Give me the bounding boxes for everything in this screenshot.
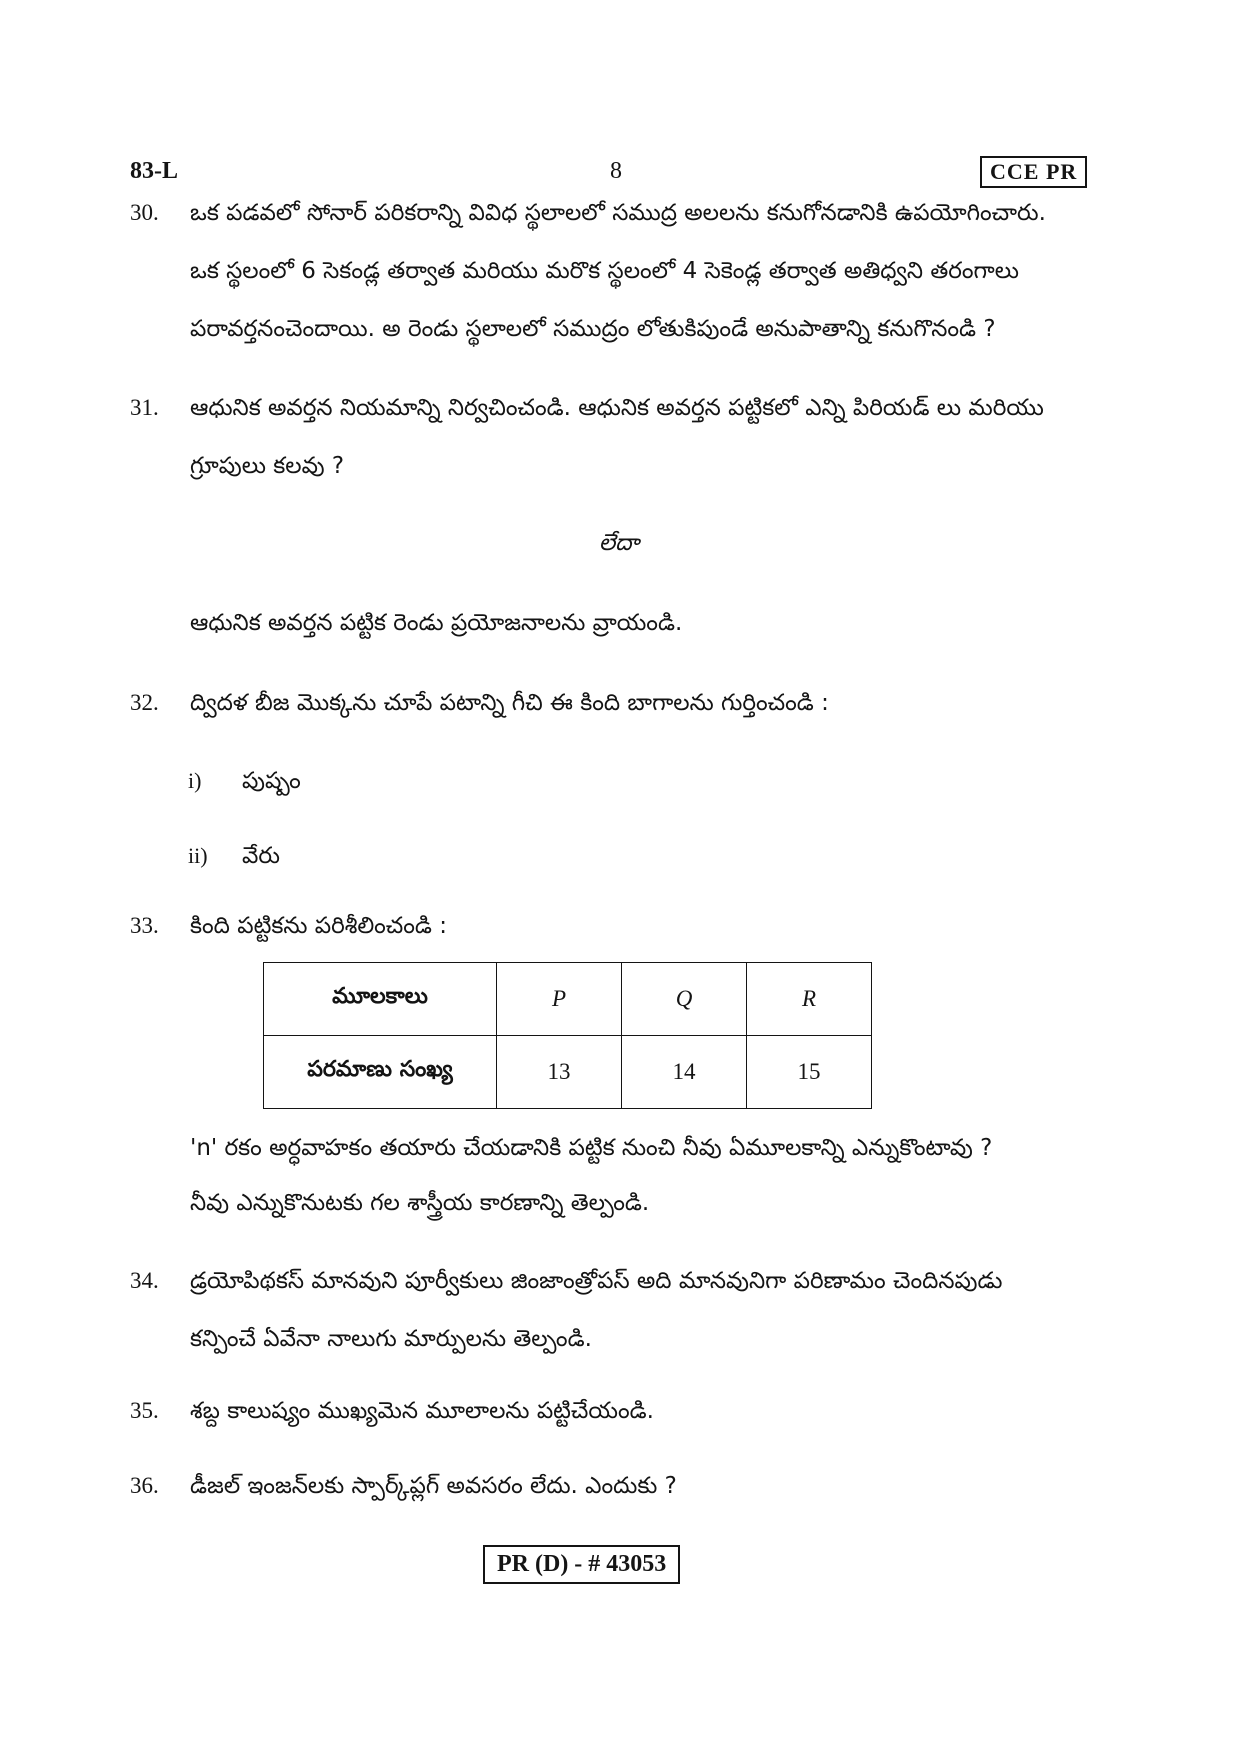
sub-item-label: i) <box>188 768 202 793</box>
question-number: 35. <box>130 1398 159 1423</box>
question-text-line: ఒక స్థలంలో 6 సెకండ్ల తర్వాత మరియు మరొక స్థలంలో 4 సెకెండ్ల తర్వాత అతిధ్వని తరంగాలు <box>190 258 1020 284</box>
table-row <box>264 963 872 1036</box>
question-text-line: కన్పించే ఏవేనా నాలుగు మార్పులను తెల్పండి. <box>190 1326 592 1352</box>
paper-code: 83-L <box>130 158 178 184</box>
question-number: 36. <box>130 1473 159 1498</box>
question-number: 30. <box>130 200 159 225</box>
table-cell: P <box>497 963 622 1036</box>
question-number: 31. <box>130 395 159 420</box>
question-text-line: శబ్ద కాలుష్యం ముఖ్యమెన మూలాలను పట్టిచేయండి. <box>190 1398 654 1424</box>
cce-stamp: CCE PR <box>980 156 1087 188</box>
question-text-line: డీజల్ ఇంజన్‌లకు స్పార్క్‌ప్లగ్ అవసరం లేదు. ఎందుకు ? <box>190 1473 677 1499</box>
table-cell: 13 <box>497 1036 622 1109</box>
question-text-line: ఒక పడవలో సోనార్ పరికరాన్ని వివిధ స్థలాలలో సముద్ర అలలను కనుగోనడానికి ఉపయోగించారు. <box>190 200 1046 226</box>
question-number: 34. <box>130 1268 159 1293</box>
table-row-header: పరమాణు సంఖ్య <box>264 1036 497 1109</box>
table-row-header: మూలకాలు <box>264 963 497 1036</box>
table-cell: Q <box>622 963 747 1036</box>
sub-item-text: వేరు <box>242 843 280 869</box>
sub-item-text: పుష్పం <box>242 768 301 794</box>
table-cell: R <box>747 963 872 1036</box>
question-text-line: డ్రయోపిథకస్ మానవుని పూర్వీకులు జింజాంత్రోపస్ అది మానవునిగా పరిణామం చెందినపుడు <box>190 1268 1003 1294</box>
question-number: 33. <box>130 913 159 938</box>
table-cell: 15 <box>747 1036 872 1109</box>
question-text-line: పరావర్తనంచెందాయి. అ రెండు స్థలాలలో సముద్రం లోతుకిపుండే అనుపాతాన్ని కనుగొనండి ? <box>190 316 996 342</box>
question-text-line: గ్రూపులు కలవు ? <box>190 453 345 479</box>
question-text-line: కింది పట్టికను పరిశీలించండి : <box>190 913 447 939</box>
question-text-line: 'n' రకం అర్ధవాహకం తయారు చేయడానికి పట్టిక నుంచి నీవు ఏమూలకాన్ని ఎన్నుకొంటావు ? <box>190 1135 993 1161</box>
alternative-question-text: ఆధునిక అవర్తన పట్టిక రెండు ప్రయోజనాలను వ్రాయండి. <box>190 610 683 636</box>
question-text-line: ఆధునిక అవర్తన నియమాన్ని నిర్వచించండి. ఆధునిక అవర్తన పట్టికలో ఎన్ని పిరియడ్ లు మరియు <box>190 395 1044 421</box>
table-cell: 14 <box>622 1036 747 1109</box>
or-separator: లేదా <box>598 530 640 556</box>
question-text-line: ద్విదళ బీజ మొక్కను చూపే పటాన్ని గీచి ఈ కింది బాగాలను గుర్తించండి : <box>190 690 829 716</box>
page-number: 8 <box>610 158 622 184</box>
question-number: 32. <box>130 690 159 715</box>
table-row <box>264 1036 872 1109</box>
footer-code: PR (D) - # 43053 <box>483 1545 680 1584</box>
sub-item-label: ii) <box>188 843 208 868</box>
question-text-line: నీవు ఎన్నుకొనుటకు గల శాస్త్రీయ కారణాన్ని తెల్పండి. <box>190 1190 650 1216</box>
elements-table <box>263 962 872 1109</box>
